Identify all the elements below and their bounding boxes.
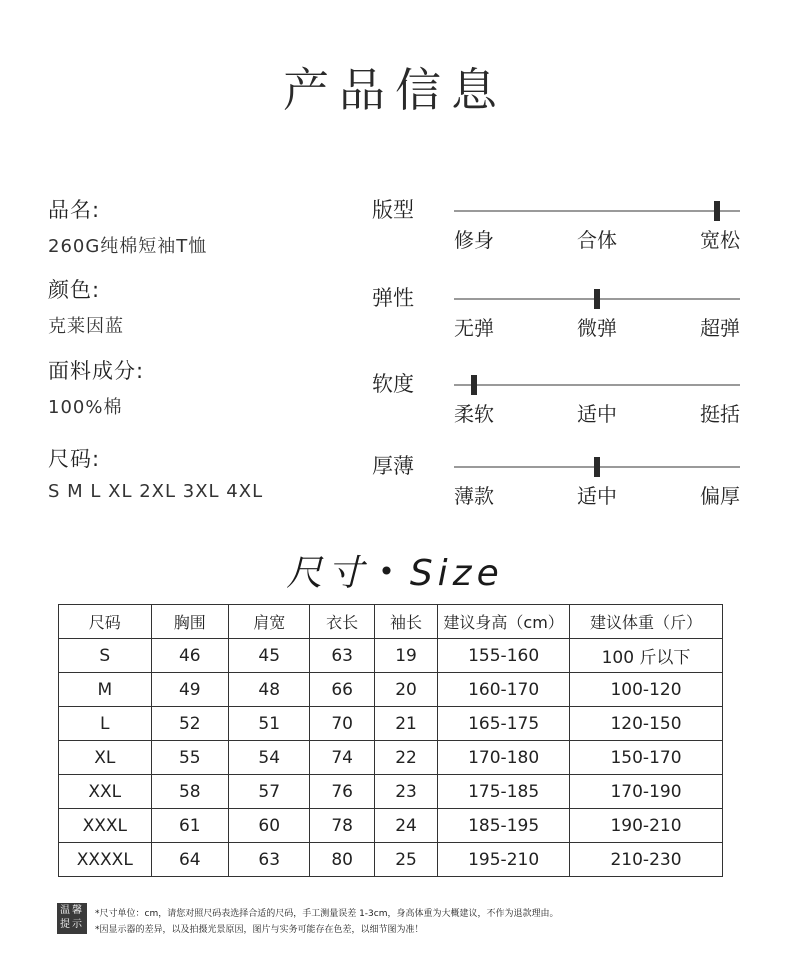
header-cell: 肩宽	[229, 605, 310, 639]
table-cell: 63	[310, 639, 374, 673]
scale-label-low: 修身	[454, 228, 494, 252]
table-row	[59, 639, 723, 673]
scale-track	[454, 466, 740, 468]
scale-label-high: 宽松	[700, 228, 740, 252]
table-cell: 64	[151, 843, 228, 877]
info-value: 克莱因蓝	[48, 316, 124, 337]
table-cell: 190-210	[570, 809, 723, 843]
info-label: 尺码:	[48, 447, 101, 471]
table-cell: 55	[151, 741, 228, 775]
info-label: 颜色:	[48, 278, 101, 302]
note-line-1: *尺寸单位：cm，请您对照尺码表选择合适的尺码，手工测量误差 1-3cm，身高体重为大概建议，不作为退款理由。	[95, 909, 559, 919]
table-header-row	[59, 605, 723, 639]
table-cell: 185-195	[438, 809, 570, 843]
table-cell: 52	[151, 707, 228, 741]
table-cell: 100-120	[570, 673, 723, 707]
info-fabric	[48, 355, 144, 419]
tip-badge-bottom: 提示	[60, 919, 84, 930]
header-cell: 衣长	[310, 605, 374, 639]
info-value: 100%棉	[48, 397, 123, 418]
table-cell: 63	[229, 843, 310, 877]
table-cell: 60	[229, 809, 310, 843]
table-cell: 100 斤以下	[570, 639, 723, 673]
scale-label-high: 挺括	[700, 402, 740, 426]
table-cell: 78	[310, 809, 374, 843]
scale-label-mid: 适中	[577, 484, 617, 508]
scale-label-mid: 合体	[577, 228, 617, 252]
table-row	[59, 673, 723, 707]
scale-name: 厚薄	[372, 454, 414, 478]
table-cell: 150-170	[570, 741, 723, 775]
table-cell: 61	[151, 809, 228, 843]
size-title-dot: •	[378, 555, 400, 588]
table-cell: 48	[229, 673, 310, 707]
header-cell: 尺码	[59, 605, 152, 639]
info-product-name	[48, 194, 207, 258]
table-cell: L	[59, 707, 152, 741]
table-cell: 70	[310, 707, 374, 741]
table-cell: 74	[310, 741, 374, 775]
scale-label-high: 偏厚	[700, 484, 740, 508]
header-cell: 袖长	[374, 605, 437, 639]
table-cell: XXXL	[59, 809, 152, 843]
table-cell: 54	[229, 741, 310, 775]
info-label: 面料成分:	[48, 359, 145, 383]
table-cell: 22	[374, 741, 437, 775]
table-cell: 58	[151, 775, 228, 809]
info-color	[48, 274, 124, 338]
table-cell: 195-210	[438, 843, 570, 877]
table-cell: 24	[374, 809, 437, 843]
table-cell: 57	[229, 775, 310, 809]
table-cell: S	[59, 639, 152, 673]
table-cell: 175-185	[438, 775, 570, 809]
tip-badge-top: 温馨	[60, 905, 84, 916]
table-cell: 120-150	[570, 707, 723, 741]
table-cell: 21	[374, 707, 437, 741]
scale-label-low: 无弹	[454, 316, 494, 340]
scale-marker	[594, 289, 600, 309]
info-value: S M L XL 2XL 3XL 4XL	[48, 481, 264, 502]
tip-badge	[57, 903, 87, 934]
scale-name: 软度	[372, 372, 414, 396]
table-cell: 51	[229, 707, 310, 741]
table-cell: XXL	[59, 775, 152, 809]
scale-label-mid: 适中	[577, 402, 617, 426]
scale-name: 弹性	[372, 286, 414, 310]
size-title-cn: 尺寸	[286, 553, 369, 594]
scale-label-low: 薄款	[454, 484, 494, 508]
table-cell: 155-160	[438, 639, 570, 673]
info-sizes	[48, 443, 263, 502]
header-cell: 胸围	[151, 605, 228, 639]
header-cell: 建议体重（斤）	[570, 605, 723, 639]
table-cell: 25	[374, 843, 437, 877]
scale-label-high: 超弹	[700, 316, 740, 340]
table-cell: 210-230	[570, 843, 723, 877]
scale-track	[454, 210, 740, 212]
table-cell: 160-170	[438, 673, 570, 707]
scale-track	[454, 384, 740, 386]
scale-marker	[594, 457, 600, 477]
table-cell: 170-190	[570, 775, 723, 809]
table-cell: 76	[310, 775, 374, 809]
size-table	[58, 604, 723, 877]
table-cell: XL	[59, 741, 152, 775]
scale-marker	[471, 375, 477, 395]
scale-track	[454, 298, 740, 300]
table-cell: 23	[374, 775, 437, 809]
table-cell: 66	[310, 673, 374, 707]
table-cell: 80	[310, 843, 374, 877]
table-cell: 45	[229, 639, 310, 673]
table-row	[59, 809, 723, 843]
table-cell: 46	[151, 639, 228, 673]
table-cell: 49	[151, 673, 228, 707]
table-row	[59, 775, 723, 809]
size-section-title	[0, 545, 790, 596]
scale-label-mid: 微弹	[577, 316, 617, 340]
table-cell: M	[59, 673, 152, 707]
page-title: 产品信息	[283, 63, 507, 117]
table-row	[59, 741, 723, 775]
note-line-2: *因显示器的差异，以及拍摄光景原因，图片与实务可能存在色差，以细节图为准！	[95, 925, 424, 935]
table-row	[59, 843, 723, 877]
info-value: 260G纯棉短袖T恤	[48, 236, 208, 257]
table-cell: 165-175	[438, 707, 570, 741]
scale-label-low: 柔软	[454, 402, 494, 426]
info-label: 品名:	[48, 198, 101, 222]
table-cell: 19	[374, 639, 437, 673]
scale-marker	[714, 201, 720, 221]
table-row	[59, 707, 723, 741]
header-cell: 建议身高（cm）	[438, 605, 570, 639]
table-cell: 20	[374, 673, 437, 707]
scale-name: 版型	[372, 198, 414, 222]
size-title-en: Size	[409, 553, 504, 594]
table-cell: XXXXL	[59, 843, 152, 877]
table-cell: 170-180	[438, 741, 570, 775]
